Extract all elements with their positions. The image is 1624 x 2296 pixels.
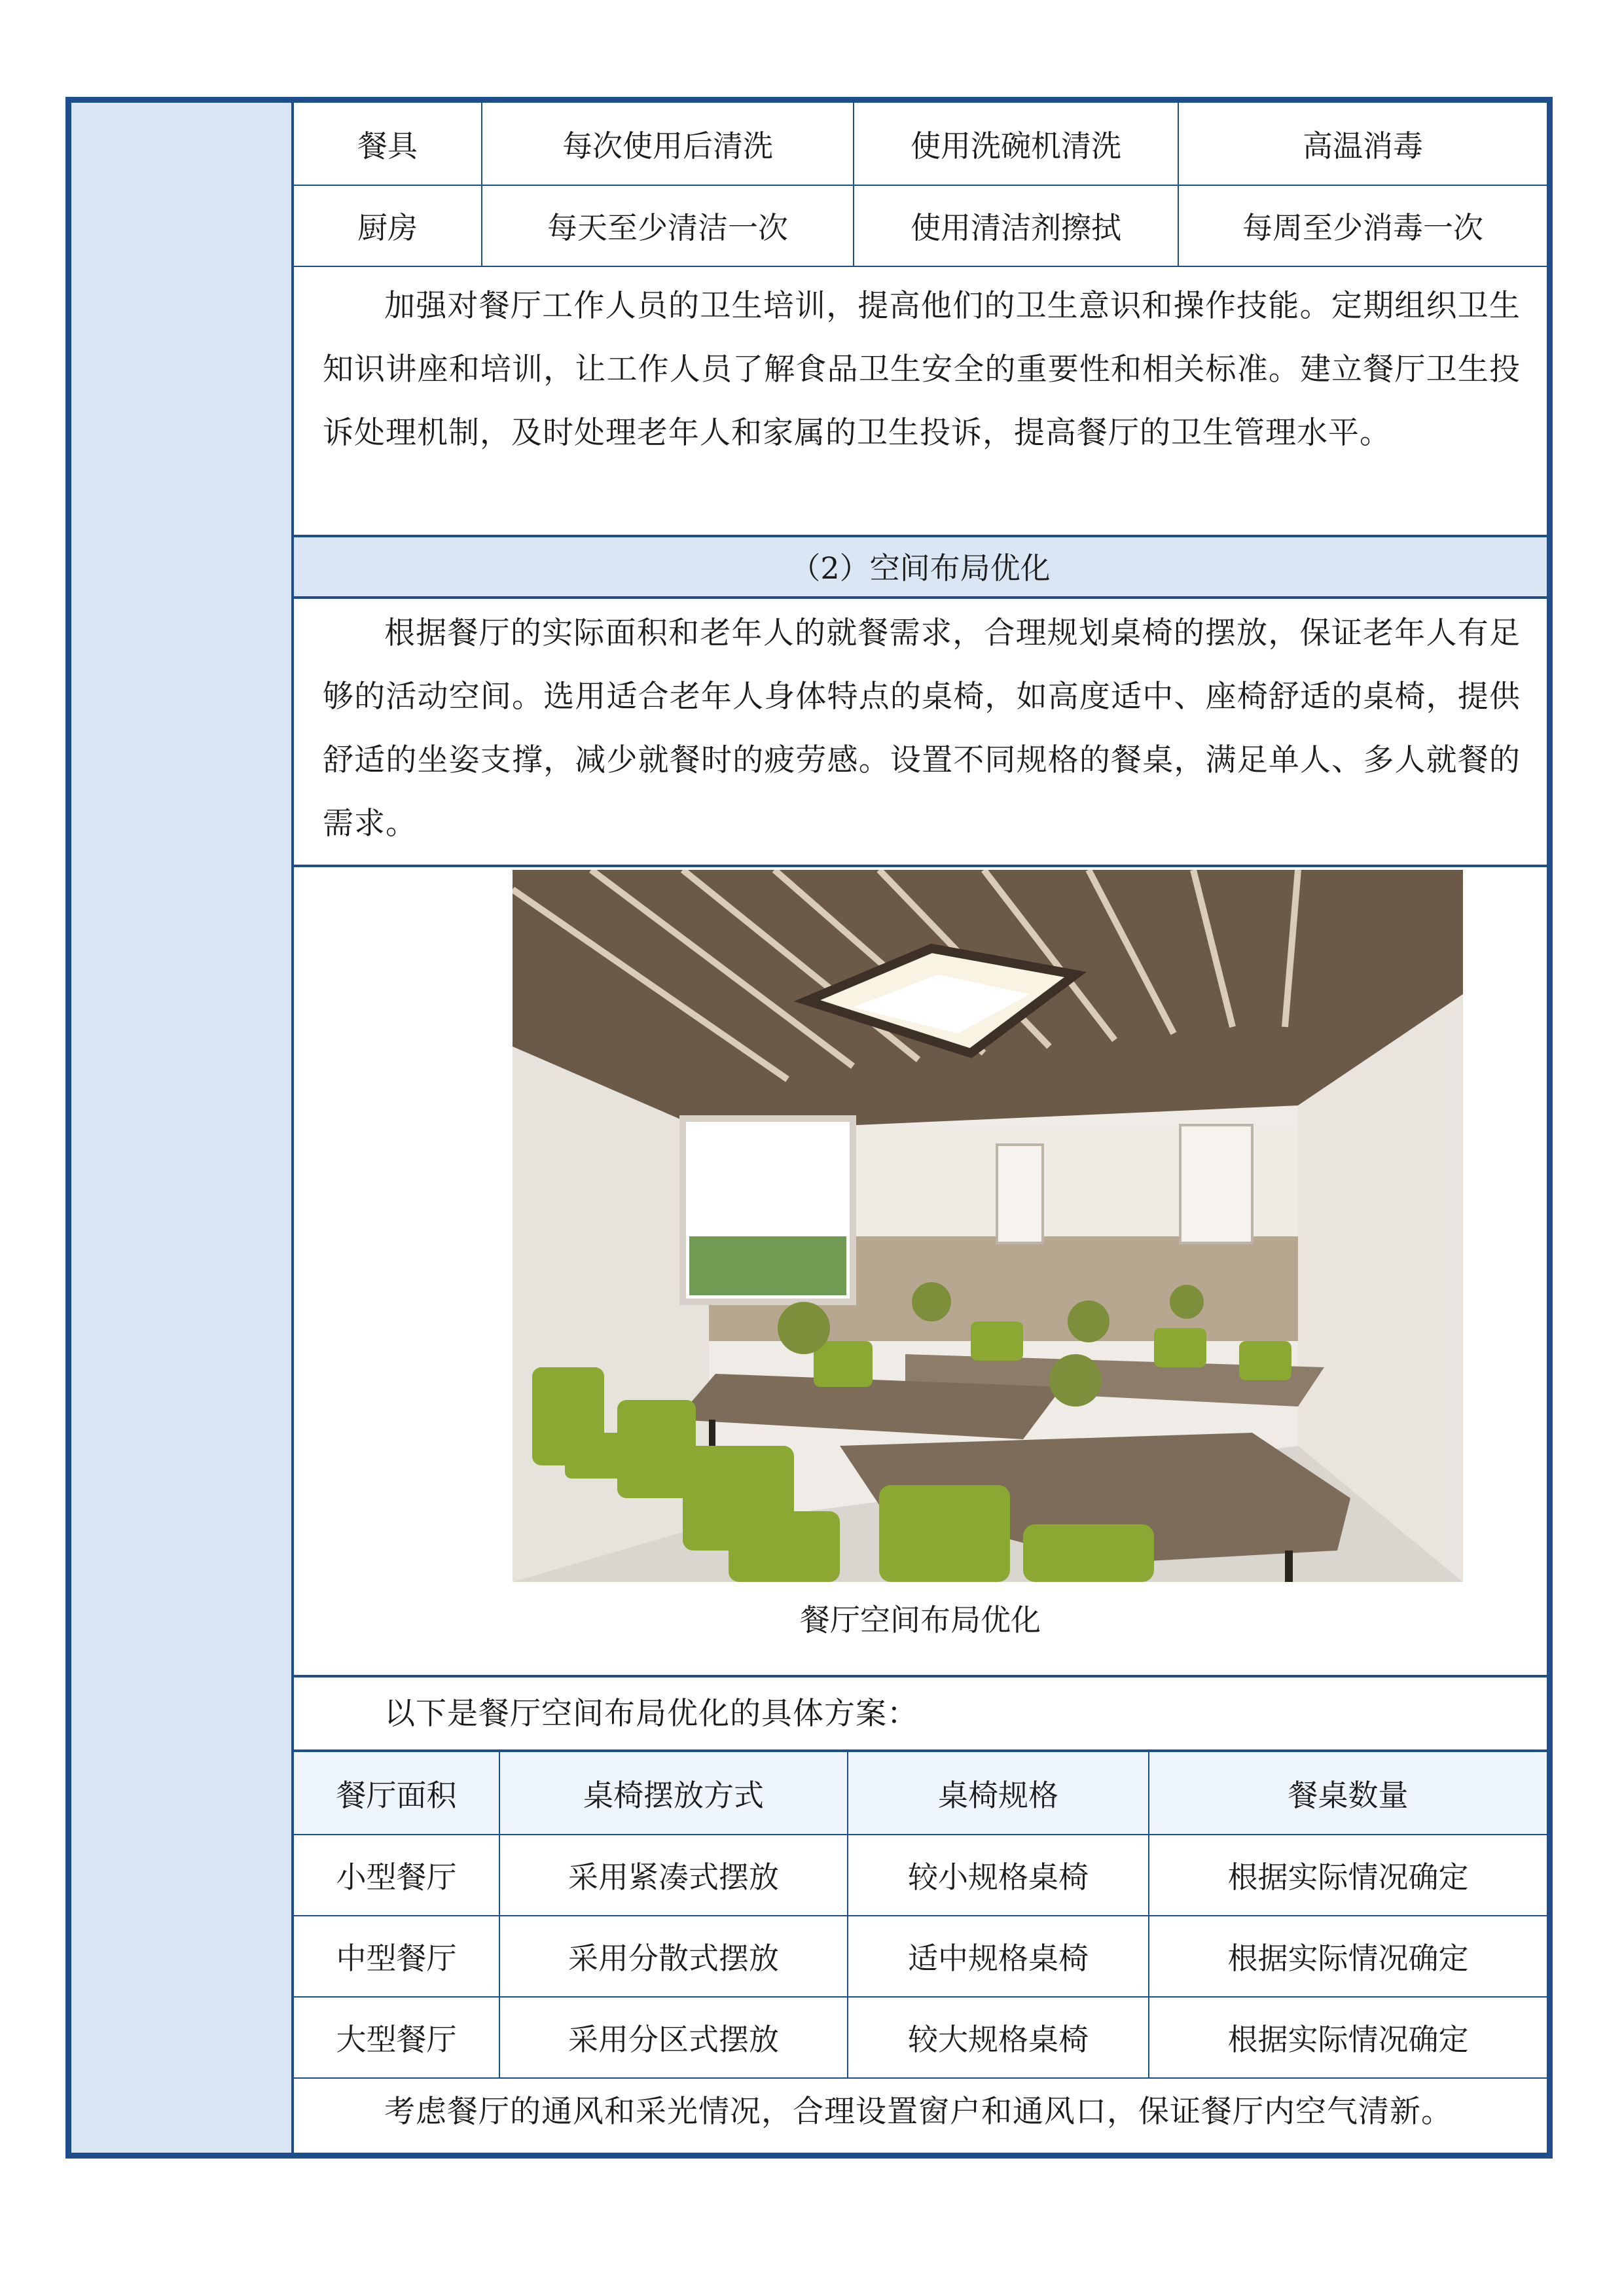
restaurant-photo <box>513 870 1463 1582</box>
page-frame <box>65 97 1553 2159</box>
layout-plan-table <box>294 1752 1547 2079</box>
paragraph-space-layout: 根据餐厅的实际面积和老年人的就餐需求，合理规划桌椅的摆放，保证老年人有足够的活动空间。选用适合老年人身体特点的桌椅，如高度适中、座椅舒适的桌椅，提供舒适的坐姿支撑，减少就餐时的疲劳感。设置不同规格的餐桌，满足单人、多人就餐的需求。 <box>323 615 1521 842</box>
figure-caption: 餐厅空间布局优化 <box>800 1602 1041 1638</box>
table-cell: 使用洗碗机清洗 <box>854 103 1178 185</box>
table-cell: 每次使用后清洗 <box>482 103 854 185</box>
divider <box>294 596 1547 599</box>
table-header-cell: 桌椅摆放方式 <box>499 1752 848 1835</box>
table-header-cell: 桌椅规格 <box>848 1752 1149 1835</box>
table-cell: 根据实际情况确定 <box>1149 1997 1547 2078</box>
restaurant-illustration <box>513 870 1463 1582</box>
table-cell: 采用紧凑式摆放 <box>499 1835 848 1916</box>
main-content <box>294 103 1547 2153</box>
table-cell: 每周至少消毒一次 <box>1178 185 1547 266</box>
table-row <box>294 1916 1547 1997</box>
table-cell: 餐具 <box>294 103 482 185</box>
table-cell: 较大规格桌椅 <box>848 1997 1149 2078</box>
table-cell: 适中规格桌椅 <box>848 1916 1149 1997</box>
divider <box>294 865 1547 867</box>
cleaning-table <box>294 103 1547 267</box>
table-row <box>294 1835 1547 1916</box>
section-title: （2）空间布局优化 <box>294 537 1547 599</box>
table-cell: 较小规格桌椅 <box>848 1835 1149 1916</box>
table-cell: 采用分区式摆放 <box>499 1997 848 2078</box>
table-header-cell: 餐厅面积 <box>294 1752 499 1835</box>
table-cell: 根据实际情况确定 <box>1149 1916 1547 1997</box>
paragraph-hygiene-training: 加强对餐厅工作人员的卫生培训，提高他们的卫生意识和操作技能。定期组织卫生知识讲座和培训，让工作人员了解食品卫生安全的重要性和相关标准。建立餐厅卫生投诉处理机制，及时处理老年人和家属的卫生投诉，提高餐厅的卫生管理水平。 <box>323 288 1521 451</box>
table-cell: 根据实际情况确定 <box>1149 1835 1547 1916</box>
table-cell: 使用清洁剂擦拭 <box>854 185 1178 266</box>
table-header-row <box>294 1752 1547 1835</box>
paragraph-ventilation: 考虑餐厅的通风和采光情况，合理设置窗户和通风口，保证餐厅内空气清新。 <box>384 2094 1453 2130</box>
paragraph-intro: 以下是餐厅空间布局优化的具体方案： <box>384 1696 918 1732</box>
table-row <box>294 103 1547 185</box>
left-sidebar <box>71 103 294 2153</box>
table-header-cell: 餐桌数量 <box>1149 1752 1547 1835</box>
table-cell: 高温消毒 <box>1178 103 1547 185</box>
table-cell: 每天至少清洁一次 <box>482 185 854 266</box>
divider <box>294 1675 1547 1677</box>
table-cell: 厨房 <box>294 185 482 266</box>
table-cell: 小型餐厅 <box>294 1835 499 1916</box>
table-row <box>294 185 1547 266</box>
table-cell: 大型餐厅 <box>294 1997 499 2078</box>
table-cell: 中型餐厅 <box>294 1916 499 1997</box>
table-cell: 采用分散式摆放 <box>499 1916 848 1997</box>
table-row <box>294 1997 1547 2078</box>
